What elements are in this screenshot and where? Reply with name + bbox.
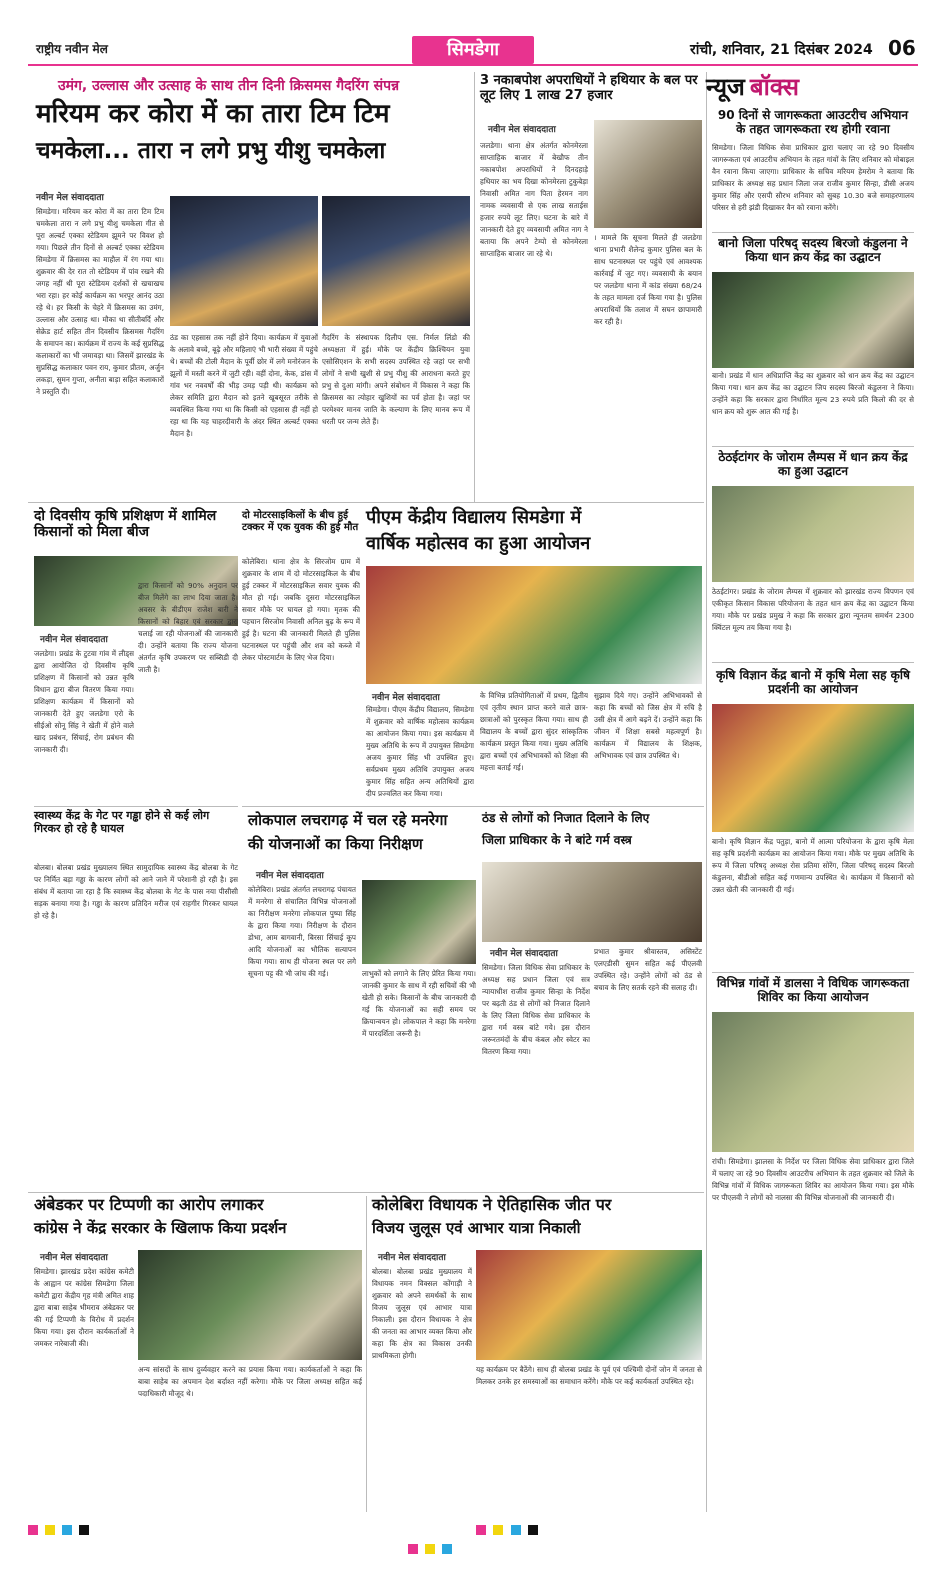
- lead-body: सिमडेगा। मरियम कर कोरा में का तारा टिम टिम चमकेला तारा न लगे प्रभु यीशु चमकेला गीत से पूरा अल्बर्ट एक्का स्टेडियम झूमने पर विवश हो गया। पिछले तीन दिनों से अल्बर्ट एक्का स्टेडियम सिमडेगा में क्रिसमस का माहौल में रंग गया था। शुक्रवार की देर रात तो स्टेडियम में पांव रखने की जगह नहीं थी पूरा स्टेडियम दर्शकों से खचाखच भरा रहा। हर कोई कार्यक्रम का भरपूर आनंद उठा रहे थे। हर किसी के चेहरे में क्रिसमस का उमंग, उल्लास और उत्साह था। मौका था सीतीबर्दि और सेक्रेड हार्ट सहित तीन दिवसीय क्रिसमस गैदरिंग के समापन का। कार्यक्रम में राज्य के कई सुप्रसिद्ध कलाकारों का भी जमावड़ा था। जिसमें झारखंड के सुप्रसिद्ध कलाकार पवन राय, कुमार प्रीतम, अर्जुन लकड़ा, सुमन गुप्ता, अनीता बाड़ा सहित कलाकारों ने प्रस्तुति दी।: [36, 207, 164, 396]
- reg-swatch: [425, 1544, 435, 1554]
- pmkv-photo: [366, 566, 702, 684]
- lead-kicker: उमंग, उल्लास और उत्साह के साथ तीन दिनी क्रिसमस गैदरिंग संपन्न: [58, 78, 400, 94]
- congress-body-2: अन्य सांसदों के साथ दुर्व्यवहार करने का प्रयास किया गया। कार्यकर्ताओं ने कहा कि बाबा साहेब का अपमान देश बर्दाश्त नहीं करेगा। मौके पर जिला अध्यक्ष सहित कई पदाधिकारी मौजूद थे।: [138, 1365, 362, 1398]
- mgnrega-headline-line2: की योजनाओं का किया निरीक्षण: [248, 835, 423, 853]
- congress-headline-line1: अंबेडकर पर टिप्पणी का आरोप लगाकर: [34, 1195, 264, 1214]
- farmers-body: जलडेगा। प्रखंड के टुटवा गांव में लीड्स द्वारा आयोजित दो दिवसीय कृषि प्रशिक्षण में किसानों को उन्नत कृषि विधान द्वारा बीज वितरण किया गया। प्रशिक्षण कार्यक्रम में किसानों को जानकारी देते हुए जलडेगा एरो के सीईओ सोनू सिंह ने खेती में होने वाले खाद प्रबंधन, सिंचाई, रोग प्रबंधन की जानकारी दी।: [34, 649, 134, 754]
- bike-body: कोलेबिरा। थाना क्षेत्र के सिरजोम ग्राम में शुक्रवार के शाम में दो मोटरसाइकिल के बीच हुई टक्कर में मोटरसाइकिल सवार युवक की मौत हो गई। जबकि दूसरा मोटरसाइकिल सवार मौके पर घायल हो गया। मृतक की पहचान सिरजोम निवासी अनिल बुढ़ के रूप में हुई है। घटना की जानकारी मिलते ही पुलिस घटनास्थल पर पहुंची और शव को कब्जे में लेकर पोस्टमार्टम के लिए भेज दिया।: [242, 557, 360, 662]
- reg-swatch: [493, 1525, 503, 1535]
- farmers-body-2: द्वारा किसानों को 90% अनुदान पर बीज मिलेंगे का लाभ दिया जाता है। अवसर के बीडीएम राजेश बारी ने किसानों को बिहार एवं सरकार द्वारा चलाई जा रही योजनाओं की जानकारी दी। उन्होंने बताया कि राज्य योजना अंतर्गत कृषि उपकरण पर सब्सिडी दी जाती है।: [138, 581, 238, 674]
- print-registration-marks: [28, 1520, 918, 1534]
- reg-swatch: [442, 1544, 452, 1554]
- robbery-headline: 3 नकाबपोश अपराधियों ने हथियार के बल पर लूट लिए 1 लाख 27 हजार: [480, 73, 698, 103]
- lead-headline-line2: चमकेला... तारा न लगे प्रभु यीशु चमकेला: [36, 138, 386, 164]
- newsbox-item-1-headline: 90 दिनों से जागरूकता आउटरीच अभियान के तहत जागरूकता रथ होगी रवाना: [717, 108, 909, 137]
- dateline: रांची, शनिवार, 21 दिसंबर 2024: [690, 42, 873, 58]
- row-divider: [34, 806, 238, 807]
- lead-body-2: ठंड का एहसास तक नहीं होने दिया। कार्यक्रम में युवाओं के अलावे बच्चे, बूढ़े और महिलाएं भी भारी संख्या में पहुंचे थे। बच्चों की टोली मैदान के पूर्वी छोर में लगे मनोरंजन के झूलों में मस्ती करने में जुटी रही। वहीं दोना, केक, डांस में गांव भर नववर्षों की भीड़ उमड़ पड़ी थी। कार्यक्रम को लेकर समिति द्वारा मैदान को इतने खूबसूरत तरीके से व्यवस्थित किया गया था कि किसी को एहसास ही नहीं हो रहा था कि यह चाहरदीवारी के अंदर स्थित अल्बर्ट एक्का मैदान है।: [170, 333, 318, 438]
- column-divider: [474, 72, 475, 502]
- newsbox-item-3-headline: ठेठईटांगर के जोराम लैम्पस में धान क्रय केंद्र का हुआ उद्घाटन: [718, 450, 908, 479]
- mla-headline-line2: विजय जुलूस एवं आभार यात्रा निकाली: [372, 1219, 581, 1237]
- reg-swatch: [476, 1525, 486, 1535]
- pmkv-body: सिमडेगा। पीएम केंद्रीय विद्यालय, सिमडेगा में शुक्रवार को वार्षिक महोत्सव कार्यक्रम का आयोजन किया गया। इस कार्यक्रम में मुख्य अतिथि के रूप में उपायुक्त सिमडेगा अजय कुमार सिंह भी उपस्थित हुए। सर्वप्रथम मुख्य अतिथि उपायुक्त अजय कुमार सिंह सहित अन्य अतिथियों द्वारा दीप प्रज्वलित कर किया गया।: [366, 705, 474, 798]
- congress-body: सिमडेगा। झारखंड प्रदेश कांग्रेस कमेटी के आह्वान पर कांग्रेस सिमडेगा जिला कमेटी द्वारा केंद्रीय गृह मंत्री अमित शाह द्वारा बाबा साहेब भीमराव अंबेडकर पर की गई टिप्पणी के विरोध में प्रदर्शन किया गया। इस दौरान कार्यकर्ताओं ने जमकर नारेबाजी की।: [34, 1267, 134, 1348]
- newsbox-item-5-body: रांची। सिमडेगा। झालसा के निर्देश पर जिला विधिक सेवा प्राधिकार द्वारा जिले में चलाए जा रहे 90 दिवसीय आउटरीच अभियान के तहत शुक्रवार को जिले के विभिन्न गांवों में विधिक जागरूकता शिविर का आयोजन किया गया। इस मौके पर पीएलवी ने लोगों को नालसा की विभिन्न योजनाओं की जानकारी दी।: [712, 1157, 914, 1202]
- blanket-headline-line2: जिला प्राधिकार के ने बांटे गर्म वस्त्र: [482, 833, 632, 847]
- column-divider: [706, 72, 707, 1512]
- newsbox-item-4-body: बानो। कृषि विज्ञान केंद्र पतुड़ा, बानो में आत्मा परियोजना के द्वारा कृषि मेला सह कृषि प्रदर्शनी कार्यक्रम का आयोजन किया गया। मौके पर मुख्य अतिथि के रूप में जिला परिषद् अध्यक्ष रोस प्रतिमा सोरेंग, जिला परिषद् सदस्य बिरजो कंडुलना, बीडीओ सहित कई गणमान्य उपस्थित थे। कार्यक्रम में किसानों को उन्नत खेती की जानकारी दी गई।: [712, 837, 914, 894]
- newsbox-item-3-body: ठेठईटांगर। प्रखंड के जोराम लैम्पस में शुक्रवार को झारखंड राज्य विपणन एवं एकीकृत किसान विकास परियोजना के तहत धान क्रय केंद्र का उद्घाटन किया गया। मौके पर प्रखंड प्रमुख ने कहा कि सरकार द्वारा न्यूनतम समर्थन 2300 क्विंटल मूल्य तय किया गया है।: [712, 587, 914, 632]
- pmkv-body-3: सुझाव दिये गए। उन्होंने अभिभावकों से कहा कि बच्चों को जिस क्षेत्र में रुचि है उसी क्षेत्र में आगे बढ़ने दें। उन्होंने कहा कि जीवन में शिक्षा सबसे महत्वपूर्ण है। कार्यक्रम में विद्यालय के शिक्षक, अभिभावक एवं छात्र उपस्थित थे।: [594, 691, 702, 760]
- blanket-byline: नवीन मेल संवाददाता: [490, 949, 558, 959]
- newsbox-item-4-photo: [712, 704, 914, 832]
- mgnrega-byline: नवीन मेल संवाददाता: [256, 871, 324, 881]
- mgnrega-photo: [362, 880, 476, 964]
- newsbox-item-3-photo: [712, 486, 914, 582]
- reg-swatch: [62, 1525, 72, 1535]
- reg-swatch: [511, 1525, 521, 1535]
- robbery-photo: [594, 120, 702, 228]
- lead-photo-crowd: [322, 196, 470, 326]
- robbery-body: जलडेगा। थाना क्षेत्र अंतर्गत कोनमेरला साप्ताहिक बाजार में बेखौफ तीन नकाबपोश अपराधियों ने दिनदहाड़े हथियार का भय दिखा कोनमेरला टुकुबेड़ा निवासी अमित नाग पिता हेरमन नाग नामक व्यवसायी से एक लाख सताईस हजार रुपये लूट लिए। घटना के बारे में जानकारी देते हुए व्यवसायी अमित नाग ने बताया कि अपने टेम्पो से कोनमेरला साप्ताहिक बाजार जा रहे थे।: [480, 141, 588, 258]
- reg-swatch: [79, 1525, 89, 1535]
- newsbox-header: [706, 70, 918, 104]
- reg-swatch: [28, 1525, 38, 1535]
- newsbox-item-4-headline: कृषि विज्ञान केंद्र बानो में कृषि मेला सह कृषि प्रदर्शनी का आयोजन: [716, 668, 910, 697]
- mla-byline: नवीन मेल संवाददाता: [378, 1253, 446, 1263]
- newsbox-item-2-headline: बानो जिला परिषद् सदस्य बिरजो कंडुलना ने किया धान क्रय केंद्र का उद्घाटन: [718, 236, 908, 265]
- masthead-paper-name: राष्ट्रीय नवीन मेल: [36, 42, 108, 56]
- pmkv-byline: नवीन मेल संवाददाता: [372, 693, 440, 703]
- reg-swatch: [45, 1525, 55, 1535]
- blanket-body-2: प्रभात कुमार श्रीवास्तव, असिस्टेंट एलएडीसी सुमन सहित कई पीएलवी उपस्थित रहे। उन्होंने लोगों को ठंड से बचाव के लिए सतर्क रहने की सलाह दी।: [594, 947, 702, 992]
- newsbox-title-b: बॉक्स: [749, 73, 799, 101]
- lead-headline-line1: मरियम कर कोरा में का तारा टिम टिम: [36, 99, 390, 129]
- farmers-headline: दो दिवसीय कृषि प्रशिक्षण में शामिल किसानों को मिला बीज: [34, 508, 217, 541]
- bike-headline: दो मोटरसाइकिलों के बीच हुई टक्कर में एक युवक की हुई मौत: [242, 510, 359, 533]
- blanket-photo: [482, 862, 702, 942]
- health-headline: स्वास्थ्य केंद्र के गेट पर गड्ढा होने से कई लोग गिरकर हो रहे है घायल: [34, 809, 210, 835]
- congress-photo: [138, 1250, 362, 1360]
- pmkv-body-2: के विभिन्न प्रतियोगिताओं में प्रथम, द्वितीय एवं तृतीय स्थान प्राप्त करने वाले छात्र-छात्राओं को पुरस्कृत किया गया। साथ ही विद्यालय के बच्चों द्वारा सुंदर सांस्कृतिक कार्यक्रम प्रस्तुत किया गया। मुख्य अतिथि द्वारा बच्चों एवं अभिभावकों को शिक्षा की महत्ता बताई गई।: [480, 691, 588, 772]
- newsbox-item-5-headline: विभिन्न गांवों में डालसा ने विधिक जागरूकता शिविर का किया आयोजन: [716, 976, 910, 1005]
- newsbox-item-5-photo: [712, 1012, 914, 1152]
- page-number: 06: [888, 36, 916, 60]
- column-divider: [366, 1196, 367, 1512]
- newsbox-title-a: न्यूज: [706, 73, 745, 101]
- newsbox-item-2-body: बानो। प्रखंड में धान अधिप्राप्ति केंद्र का शुक्रवार को धान क्रय केंद्र का उद्घाटन किया गया। धान क्रय केंद्र का उद्घाटन जिप सदस्य बिरजो कंडुलना ने किया। उन्होंने कहा कि सरकार द्वारा निर्धारित मूल्य 23 रुपये प्रति किलो की दर से धान क्रय को शुरू आत की गई है।: [712, 371, 914, 416]
- mgnrega-body-2: लाभुकों को लगाने के लिए प्रेरित किया गया। जानकी कुमार के साथ में रही सचिवों की भी खेती हो सके। किसानों के बीच जानकारी दी गई कि योजनाओं का सही समय पर क्रियान्वयन हो। लोकपाल ने कहा कि मनरेगा में पारदर्शिता जरूरी है।: [362, 969, 476, 1038]
- newsbox-item-2-photo: [712, 272, 914, 368]
- reg-swatch: [528, 1525, 538, 1535]
- pmkv-headline-line2: वार्षिक महोत्सव का हुआ आयोजन: [366, 533, 591, 554]
- blanket-body: सिमडेगा। जिला विधिक सेवा प्राधिकार के अध्यक्ष सह प्रधान जिला एवं सत्र न्यायाधीश राजीव कुमार सिन्हा के निर्देश पर बढ़ती ठंड से लोगों को निजात दिलाने के लिए जिला विधिक सेवा प्राधिकार के द्वारा गर्म वस्त्र बांटे गये। इस दौरान जरूरतमंदों के बीच कंबल और स्वेटर का वितरण किया गया।: [482, 963, 590, 1056]
- mla-headline-line1: कोलेबिरा विधायक ने ऐतिहासिक जीत पर: [372, 1195, 612, 1214]
- mgnrega-body: कोलेबिरा। प्रखंड अंतर्गत लचरागढ़ पंचायत में मनरेगा से संचालित विभिन्न योजनाओं का निरीक्षण मनरेगा लोकपाल पुष्पा सिंह के द्वारा किया गया। निरीक्षण के दौरान डोभा, आम बागवानी, बिरसा सिंचाई कूप आदि योजनाओं का भौतिक सत्यापन किया गया। साथ ही योजना स्थल पर लगे सूचना पट्ट की भी जांच की गई।: [248, 885, 356, 978]
- farmers-byline: नवीन मेल संवाददाता: [40, 635, 108, 645]
- blanket-headline-line1: ठंड से लोगों को निजात दिलाने के लिए: [482, 811, 650, 825]
- congress-byline: नवीन मेल संवाददाता: [40, 1253, 108, 1263]
- mgnrega-headline-line1: लोकपाल लचरागढ़ में चल रहे मनरेगा: [248, 811, 448, 829]
- masthead-rule: [28, 64, 918, 66]
- robbery-byline: नवीन मेल संवाददाता: [488, 125, 556, 135]
- health-body: बोलबा। बोलबा प्रखंड मुख्यालय स्थित सामुदायिक स्वास्थ्य केंद्र बोलबा के गेट पर निर्मित बड़ा गड्ढा के कारण लोगों को आने जाने में परेशानी हो रही है। इस संबंध में बताया जा रहा है कि स्वास्थ्य केंद्र बोलबा के गेट के पास नया पीसीसी सड़क बनाया गया है। गड्ढा के कारण प्रतिदिन मरीज एवं राहगीर गिरकर घायल हो रहे है।: [34, 863, 238, 920]
- section-tab: सिमडेगा: [412, 36, 534, 64]
- lead-body-3: गैदरिंग के संस्थापक दिलीप एस. निर्मल लिंडो की अध्यक्षता में हुई। मौके पर केंद्रीय क्रिश्चियन युवा एसोसिएशन के सभी सदस्य उपस्थित रहे जहां पर सभी लोगों ने सभी खुशी से प्रभु यीशु की आराधना करते हुए प्रभु से दुआ मांगी। अपने संबोधन में विकास ने कहा कि क्रिसमस का त्योहार खुशियों का पर्व होता है। जहां पर परमेश्वर मानव जाति के कल्याण के लिए मानव रूप में धरती पर जन्म लेते हैं।: [322, 333, 470, 426]
- newsbox-item-1-body: सिमडेगा। जिला विधिक सेवा प्राधिकार द्वारा चलाए जा रहे 90 दिवसीय जागरूकता एवं आउटरीच अभियान के तहत गांवों के लिए शनिवार को मोबाइल वैन रवाना किया जाएगा। प्राधिकार के सचिव मरियम हेमरोम ने बताया कि प्राधिकार के अध्यक्ष सह प्रधान जिला जज राजीव कुमार सिन्हा, डीसी अजय कुमार सिंह और एसपी सौरभ शनिवार को सुबह 10.30 बजे समाहरणालय परिसर से हरी झंडी दिखाकर वैन को रवाना करेंगे।: [712, 143, 914, 212]
- row-divider: [242, 806, 704, 807]
- mla-photo: [476, 1250, 702, 1360]
- row-divider: [28, 502, 704, 503]
- row-divider: [28, 1192, 704, 1193]
- mla-body-2: यह कार्यक्रम पर बैठेंगे। साथ ही बोलबा प्रखंड के पूर्व एवं पश्चिमी दोनों जोन में जनता से मिलकर उनके हर समस्याओं का समाधान करेंगे। मौके पर कई कार्यकर्ता उपस्थित रहे।: [476, 1365, 702, 1386]
- congress-headline-line2: कांग्रेस ने केंद्र सरकार के खिलाफ किया प्रदर्शन: [34, 1219, 287, 1237]
- lead-byline: नवीन मेल संवाददाता: [36, 193, 104, 203]
- newsbox-divider: [712, 446, 914, 447]
- mla-body: बोलबा। बोलबा प्रखंड मुख्यालय में विधायक नमन विक्सल कोंगाड़ी ने शुक्रवार को अपने समर्थकों के साथ विजय जुलूस एवं आभार यात्रा निकाली। इस दौरान विधायक ने क्षेत्र की जनता का आभार व्यक्त किया और कहा कि क्षेत्र का विकास उनकी प्राथमिकता होगी।: [372, 1267, 472, 1360]
- newsbox-divider: [712, 232, 914, 233]
- pmkv-headline-line1: पीएम केंद्रीय विद्यालय सिमडेगा में: [366, 507, 582, 528]
- reg-swatch: [408, 1544, 418, 1554]
- robbery-body-2: । मामले कि सूचना मिलते ही जलडेगा थाना प्रभारी शैलेन्द्र कुमार पुलिस बल के साथ घटनास्थल पर पहुंचे एवं आवश्यक कार्रवाई में जुट गए। व्यवसायी के बयान पर जलडेगा थाना में कांड संख्या 68/24 के तहत मामला दर्ज किया गया है। पुलिस अपराधियों कि तलाश में सघन छापामारी कर रही है।: [594, 233, 702, 326]
- newsbox-divider: [712, 662, 914, 663]
- lead-photo-stage: [170, 196, 318, 326]
- newsbox-divider: [712, 972, 914, 973]
